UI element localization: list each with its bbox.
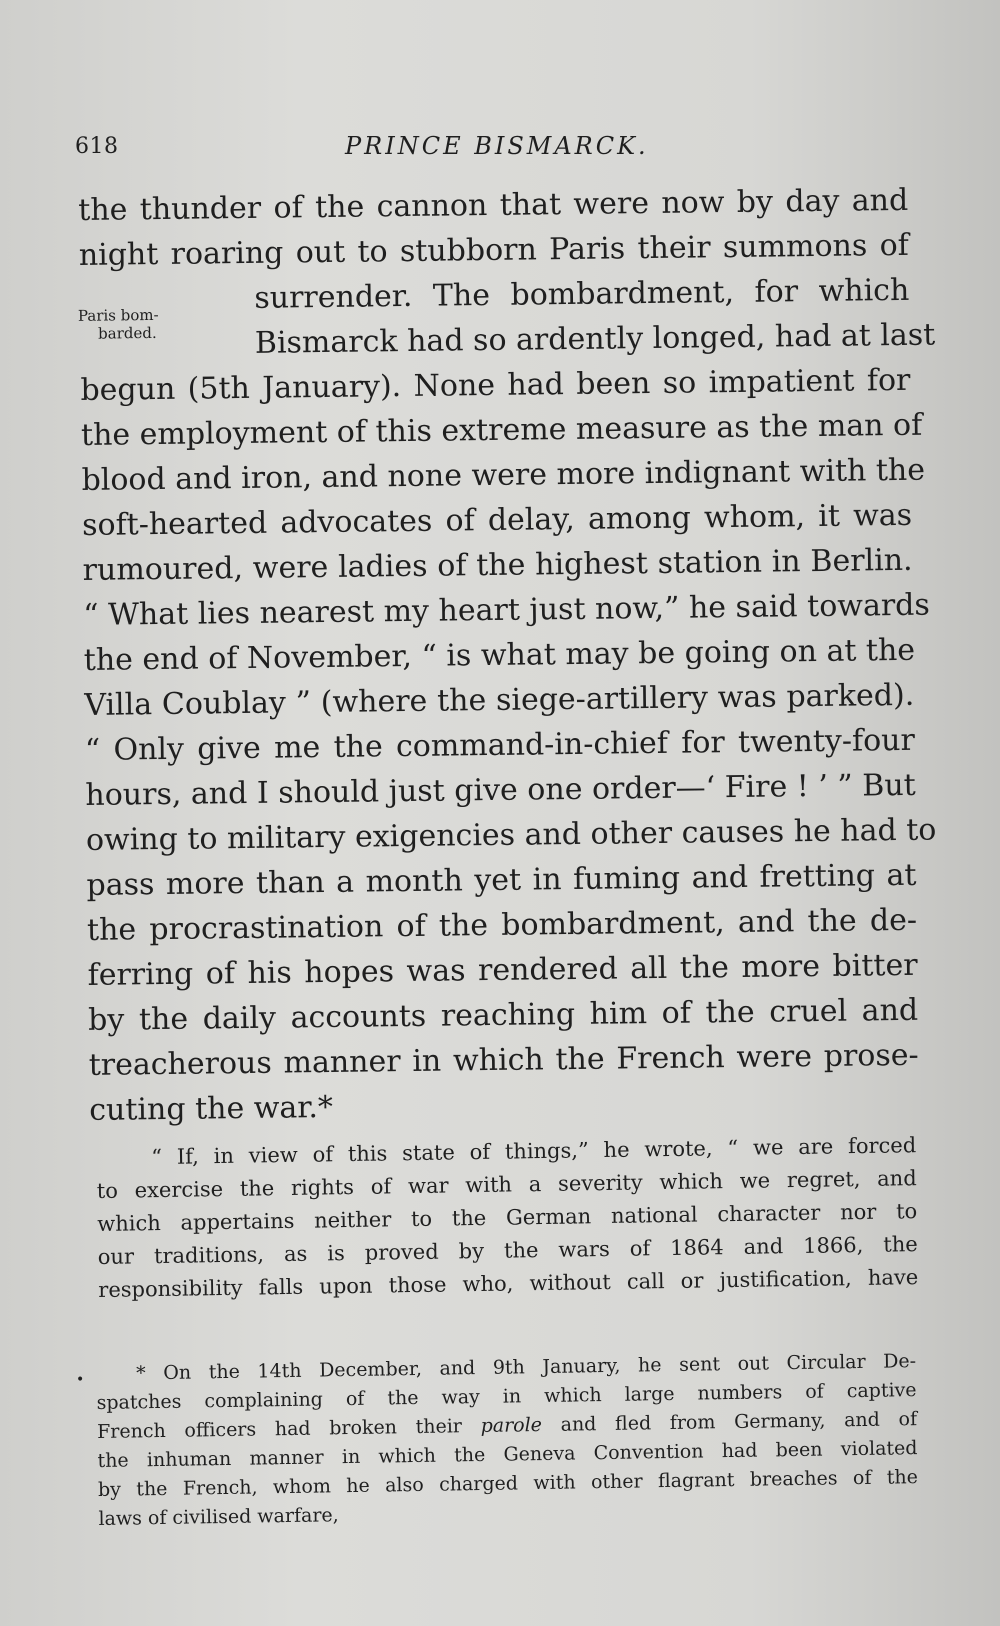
body-line: by the daily accounts reaching him of the cruel and: [87, 992, 919, 1038]
quote-line: “ If, in view of this state of things,” he wrote, “ we are forced: [151, 1133, 917, 1170]
body-line: cuting the war.*: [89, 1089, 334, 1128]
footnote-line: the inhuman manner in which the Geneva Convention had been violated: [97, 1437, 918, 1472]
body-line: night roaring out to stubborn Paris their summons of: [78, 227, 909, 273]
body-line: rumoured, were ladies of the highest station in Berlin.: [82, 542, 913, 588]
footnote-text: French officers had broken their: [96, 1414, 481, 1443]
footnote-line: spatches complaining of the way in which large numbers of captive: [96, 1379, 917, 1414]
block-quote: [96, 1129, 918, 1307]
body-line: Bismarck had so ardently longed, had at last: [254, 317, 936, 361]
body-text: [78, 178, 937, 1133]
body-line: Villa Coublay ” (where the siege-artillery was parked).: [84, 677, 915, 723]
stray-mark: •: [76, 1372, 85, 1388]
margin-note-line: barded.: [98, 323, 157, 343]
margin-note-line: Paris bom-: [77, 305, 159, 325]
body-line: ferring of his hopes was rendered all the more bitter: [87, 947, 918, 993]
footnote-line: * On the 14th December, and 9th January, he sent out Circular De-: [136, 1350, 917, 1385]
body-line: the thunder of the cannon that were now by day and: [78, 182, 909, 228]
footnote-line: by the French, whom he also charged with other flagrant breaches of the: [97, 1466, 919, 1501]
quote-line: our traditions, as is proved by the wars of 1864 and 1866, the: [97, 1232, 918, 1269]
running-head: PRINCE BISMARCK.: [345, 132, 649, 160]
body-line: “ What lies nearest my heart just now,” he said towards: [83, 587, 930, 633]
body-line: treacherous manner in which the French were prose-: [88, 1037, 919, 1083]
quote-line: to exercise the rights of war with a severity which we regret, and: [96, 1166, 917, 1203]
body-line: owing to military exigencies and other causes he had to: [85, 812, 937, 858]
page-number: 618: [75, 134, 119, 159]
body-line: blood and iron, and none were more indignant with the: [81, 452, 926, 498]
body-line: “ Only give me the command-in-chief for twenty-four: [84, 722, 916, 768]
body-line: begun (5th January). None had been so impatient for: [80, 362, 911, 408]
footnote-text: and fled from Germany, and of: [541, 1408, 918, 1437]
body-line: soft-hearted advocates of delay, among whom, it was: [81, 497, 913, 543]
body-line: hours, and I should just give one order—‘ Fire ! ’ ” But: [85, 767, 916, 813]
footnote-italic-term: parole: [480, 1414, 543, 1437]
page-header: [75, 128, 915, 168]
body-line: the end of November, “ is what may be going on at the: [83, 632, 916, 678]
quote-line: responsibility falls upon those who, without call or justification, have: [98, 1265, 919, 1302]
footnote: [96, 1347, 919, 1534]
quote-line: which appertains neither to the German national character nor to: [97, 1199, 918, 1236]
body-line: the employment of this extreme measure as the man of: [80, 407, 923, 453]
body-line: the procrastination of the bombardment, and the de-: [86, 902, 918, 948]
body-line: surrender. The bombardment, for which: [254, 272, 910, 316]
footnote-line: laws of civilised warfare,: [98, 1504, 339, 1530]
body-line: pass more than a month yet in fuming and fretting at: [86, 857, 917, 903]
